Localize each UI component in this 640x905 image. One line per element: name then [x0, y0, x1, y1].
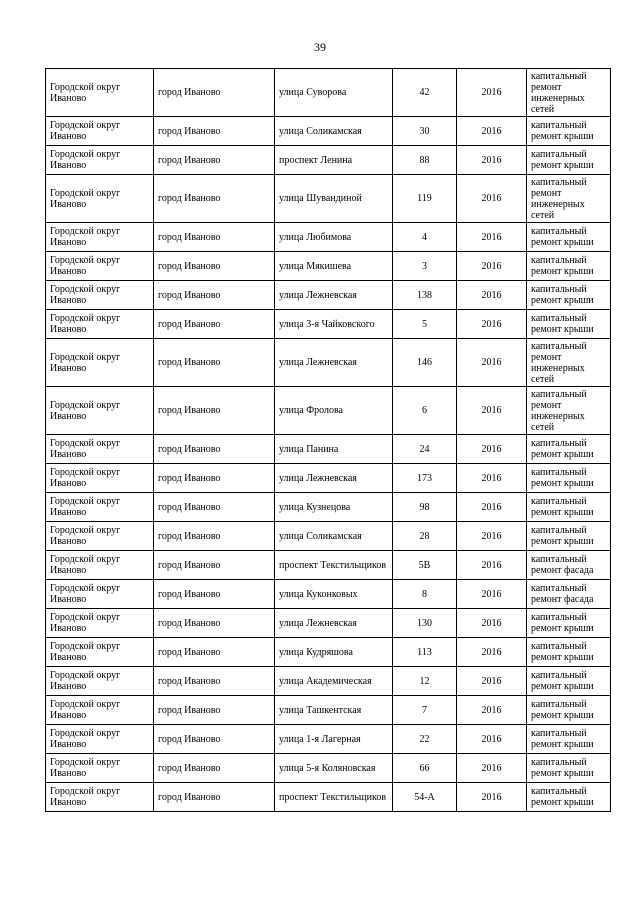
cell-district: Городской округ Иваново — [46, 522, 154, 551]
cell-city: город Иваново — [154, 754, 275, 783]
cell-year: 2016 — [457, 783, 527, 812]
page-number: 39 — [314, 40, 326, 54]
cell-house-number: 22 — [393, 725, 457, 754]
cell-year: 2016 — [457, 117, 527, 146]
cell-city: город Иваново — [154, 146, 275, 175]
cell-work-type: капитальный ремонт крыши — [527, 667, 611, 696]
cell-street: улица 3-я Чайковского — [275, 310, 393, 339]
cell-district: Городской округ Иваново — [46, 146, 154, 175]
table-body — [46, 69, 611, 812]
table-row — [46, 252, 611, 281]
cell-work-type: капитальный ремонт крыши — [527, 725, 611, 754]
cell-street: улица Ташкентская — [275, 696, 393, 725]
cell-street: улица Любимова — [275, 223, 393, 252]
cell-street: улица Мякишева — [275, 252, 393, 281]
cell-house-number: 98 — [393, 493, 457, 522]
cell-work-type: капитальный ремонт инженерных сетей — [527, 175, 611, 223]
cell-street: улица Фролова — [275, 387, 393, 435]
cell-house-number: 146 — [393, 339, 457, 387]
cell-year: 2016 — [457, 522, 527, 551]
cell-city: город Иваново — [154, 609, 275, 638]
cell-work-type: капитальный ремонт инженерных сетей — [527, 387, 611, 435]
cell-district: Городской округ Иваново — [46, 117, 154, 146]
cell-district: Городской округ Иваново — [46, 638, 154, 667]
cell-house-number: 54-А — [393, 783, 457, 812]
cell-year: 2016 — [457, 754, 527, 783]
cell-city: город Иваново — [154, 310, 275, 339]
cell-district: Городской округ Иваново — [46, 175, 154, 223]
cell-street: улица Панина — [275, 435, 393, 464]
cell-work-type: капитальный ремонт крыши — [527, 638, 611, 667]
cell-work-type: капитальный ремонт крыши — [527, 464, 611, 493]
table-row — [46, 580, 611, 609]
cell-street: улица Куконковых — [275, 580, 393, 609]
cell-city: город Иваново — [154, 175, 275, 223]
table-row — [46, 146, 611, 175]
table-row — [46, 725, 611, 754]
cell-house-number: 4 — [393, 223, 457, 252]
table-row — [46, 281, 611, 310]
cell-house-number: 66 — [393, 754, 457, 783]
table-row — [46, 609, 611, 638]
cell-street: проспект Ленина — [275, 146, 393, 175]
cell-district: Городской округ Иваново — [46, 783, 154, 812]
cell-city: город Иваново — [154, 638, 275, 667]
cell-year: 2016 — [457, 175, 527, 223]
cell-year: 2016 — [457, 146, 527, 175]
cell-house-number: 113 — [393, 638, 457, 667]
table-row — [46, 493, 611, 522]
cell-city: город Иваново — [154, 551, 275, 580]
cell-street: проспект Текстильщиков — [275, 551, 393, 580]
cell-year: 2016 — [457, 667, 527, 696]
cell-city: город Иваново — [154, 464, 275, 493]
cell-district: Городской округ Иваново — [46, 339, 154, 387]
cell-street: улица 1-я Лагерная — [275, 725, 393, 754]
cell-year: 2016 — [457, 387, 527, 435]
cell-street: улица Соликамская — [275, 522, 393, 551]
cell-year: 2016 — [457, 551, 527, 580]
cell-street: улица Лежневская — [275, 339, 393, 387]
table-row — [46, 754, 611, 783]
cell-street: улица Лежневская — [275, 464, 393, 493]
cell-district: Городской округ Иваново — [46, 754, 154, 783]
cell-year: 2016 — [457, 638, 527, 667]
cell-street: улица Кудряшова — [275, 638, 393, 667]
cell-work-type: капитальный ремонт фасада — [527, 580, 611, 609]
cell-city: город Иваново — [154, 339, 275, 387]
cell-year: 2016 — [457, 493, 527, 522]
cell-street: улица Кузнецова — [275, 493, 393, 522]
table-row — [46, 339, 611, 387]
cell-year: 2016 — [457, 339, 527, 387]
cell-house-number: 5В — [393, 551, 457, 580]
cell-work-type: капитальный ремонт крыши — [527, 117, 611, 146]
cell-city: город Иваново — [154, 522, 275, 551]
cell-house-number: 30 — [393, 117, 457, 146]
cell-house-number: 130 — [393, 609, 457, 638]
cell-house-number: 12 — [393, 667, 457, 696]
cell-house-number: 119 — [393, 175, 457, 223]
table-row — [46, 310, 611, 339]
cell-house-number: 138 — [393, 281, 457, 310]
table-row — [46, 435, 611, 464]
table-row — [46, 783, 611, 812]
cell-year: 2016 — [457, 252, 527, 281]
table-row — [46, 522, 611, 551]
cell-district: Городской округ Иваново — [46, 387, 154, 435]
cell-house-number: 28 — [393, 522, 457, 551]
cell-city: город Иваново — [154, 696, 275, 725]
cell-house-number: 3 — [393, 252, 457, 281]
cell-street: улица Лежневская — [275, 609, 393, 638]
cell-work-type: капитальный ремонт инженерных сетей — [527, 339, 611, 387]
cell-district: Городской округ Иваново — [46, 310, 154, 339]
cell-house-number: 42 — [393, 69, 457, 117]
cell-district: Городской округ Иваново — [46, 667, 154, 696]
cell-year: 2016 — [457, 725, 527, 754]
cell-year: 2016 — [457, 69, 527, 117]
cell-year: 2016 — [457, 281, 527, 310]
table-row — [46, 175, 611, 223]
cell-house-number: 88 — [393, 146, 457, 175]
cell-street: улица Соликамская — [275, 117, 393, 146]
cell-work-type: капитальный ремонт крыши — [527, 146, 611, 175]
cell-work-type: капитальный ремонт крыши — [527, 522, 611, 551]
cell-city: город Иваново — [154, 667, 275, 696]
table-row — [46, 551, 611, 580]
table-row — [46, 223, 611, 252]
cell-district: Городской округ Иваново — [46, 696, 154, 725]
cell-district: Городской округ Иваново — [46, 609, 154, 638]
cell-city: город Иваново — [154, 580, 275, 609]
cell-house-number: 24 — [393, 435, 457, 464]
cell-house-number: 173 — [393, 464, 457, 493]
cell-year: 2016 — [457, 580, 527, 609]
cell-work-type: капитальный ремонт крыши — [527, 754, 611, 783]
cell-work-type: капитальный ремонт крыши — [527, 493, 611, 522]
cell-city: город Иваново — [154, 493, 275, 522]
cell-district: Городской округ Иваново — [46, 725, 154, 754]
cell-district: Городской округ Иваново — [46, 252, 154, 281]
cell-work-type: капитальный ремонт крыши — [527, 223, 611, 252]
cell-city: город Иваново — [154, 252, 275, 281]
cell-district: Городской округ Иваново — [46, 551, 154, 580]
cell-work-type: капитальный ремонт крыши — [527, 783, 611, 812]
cell-work-type: капитальный ремонт инженерных сетей — [527, 69, 611, 117]
cell-year: 2016 — [457, 310, 527, 339]
repair-registry-table — [45, 68, 611, 812]
cell-district: Городской округ Иваново — [46, 281, 154, 310]
cell-work-type: капитальный ремонт крыши — [527, 252, 611, 281]
cell-house-number: 6 — [393, 387, 457, 435]
cell-city: город Иваново — [154, 281, 275, 310]
cell-district: Городской округ Иваново — [46, 464, 154, 493]
table-row — [46, 696, 611, 725]
cell-city: город Иваново — [154, 69, 275, 117]
table-row — [46, 117, 611, 146]
cell-year: 2016 — [457, 435, 527, 464]
cell-work-type: капитальный ремонт крыши — [527, 609, 611, 638]
cell-street: улица Лежневская — [275, 281, 393, 310]
cell-city: город Иваново — [154, 725, 275, 754]
cell-house-number: 8 — [393, 580, 457, 609]
cell-street: улица Академическая — [275, 667, 393, 696]
cell-city: город Иваново — [154, 783, 275, 812]
cell-year: 2016 — [457, 464, 527, 493]
cell-work-type: капитальный ремонт фасада — [527, 551, 611, 580]
cell-city: город Иваново — [154, 223, 275, 252]
cell-year: 2016 — [457, 696, 527, 725]
table-row — [46, 69, 611, 117]
table-row — [46, 464, 611, 493]
cell-district: Городской округ Иваново — [46, 493, 154, 522]
cell-street: улица 5-я Коляновская — [275, 754, 393, 783]
cell-district: Городской округ Иваново — [46, 435, 154, 464]
cell-work-type: капитальный ремонт крыши — [527, 281, 611, 310]
cell-district: Городской округ Иваново — [46, 580, 154, 609]
cell-house-number: 7 — [393, 696, 457, 725]
cell-city: город Иваново — [154, 435, 275, 464]
cell-district: Городской округ Иваново — [46, 223, 154, 252]
cell-city: город Иваново — [154, 117, 275, 146]
table-row — [46, 667, 611, 696]
cell-city: город Иваново — [154, 387, 275, 435]
cell-work-type: капитальный ремонт крыши — [527, 435, 611, 464]
table-row — [46, 387, 611, 435]
cell-work-type: капитальный ремонт крыши — [527, 696, 611, 725]
cell-house-number: 5 — [393, 310, 457, 339]
cell-district: Городской округ Иваново — [46, 69, 154, 117]
cell-work-type: капитальный ремонт крыши — [527, 310, 611, 339]
cell-street: улица Шувандиной — [275, 175, 393, 223]
cell-year: 2016 — [457, 223, 527, 252]
table-row — [46, 638, 611, 667]
cell-street: улица Суворова — [275, 69, 393, 117]
cell-year: 2016 — [457, 609, 527, 638]
cell-street: проспект Текстильщиков — [275, 783, 393, 812]
